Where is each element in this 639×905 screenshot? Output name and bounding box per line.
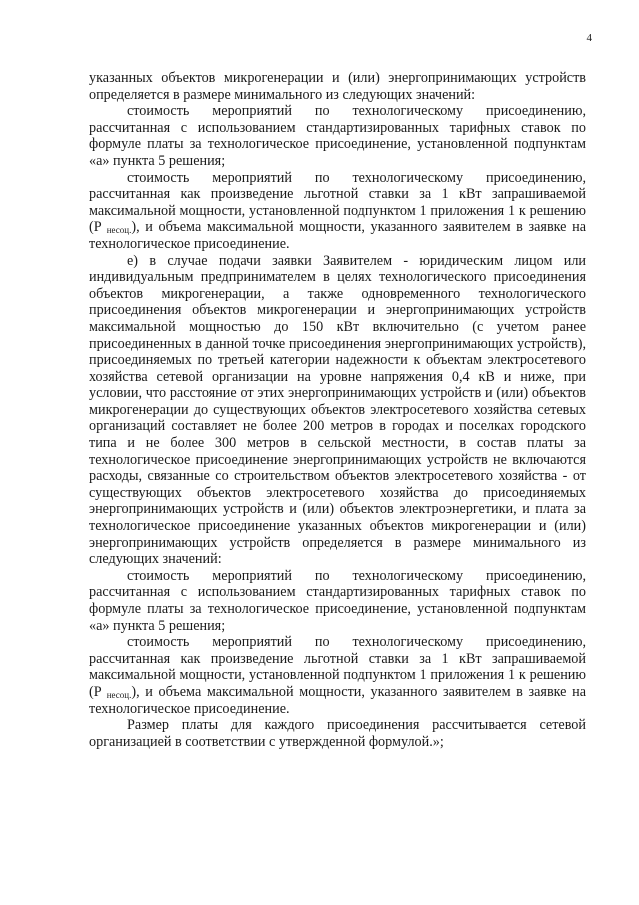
paragraph-text: стоимость мероприятий по технологическому присоединению, рассчитанная как произведение льготной ставки за 1 кВт запрашиваемой максимальной мощности, установленной подпунктом 1 приложения 1 к решению (P xyxy=(89,634,586,700)
document-body xyxy=(89,70,586,750)
paragraph-option-standard-rates-2: стоимость мероприятий по технологическому присоединению, рассчитанная с использованием стандартизированных тарифных ставок по формуле платы за технологическое присоединение, установленной подпунктам «а» пункта 5 решения; xyxy=(89,567,586,634)
paragraph-item-e: е) в случае подачи заявки Заявителем - юридическим лицом или индивидуальным предпринимателем в целях технологического присоединения объектов микрогенерации, а также одновременного технологического присоединения объектов микрогенерации и энергопринимающих устройств максимальной мощностью до 150 кВт включительно (с учетом ранее присоединенных в данной точке присоединения энергопринимающих устройств), присоединяемых по третьей категории надежности к объектам электросетевого хозяйства сетевой организации на уровне напряжения 0,4 кВ и ниже, при условии, что расстояние от этих энергопринимающих устройств и (или) объектов микрогенерации до существующих объектов электросетевого хозяйства сетевых организаций составляет не более 200 метров в городах и поселках городского типа и не более 300 метров в сельской местности, в состав платы за технологическое присоединение энергопринимающих устройств не включаются расходы, связанные со строительством объектов электросетевого хозяйства - от существующих объектов электросетевого хозяйства до присоединяемых энергопринимающих устройств и (или) объектов электроэнергетики, и плата за технологическое присоединение указанных объектов микрогенерации и (или) энергопринимающих устройств определяется в размере минимального из следующих значений: xyxy=(89,252,586,568)
paragraph-option-standard-rates: стоимость мероприятий по технологическому присоединению, рассчитанная с использованием стандартизированных тарифных ставок по формуле платы за технологическое присоединение, установленной подпунктам «а» пункта 5 решения; xyxy=(89,103,586,169)
paragraph-option-preferential-rate xyxy=(89,170,586,253)
paragraph-continuation: указанных объектов микрогенерации и (или) энергопринимающих устройств определяется в размере минимального из следующих значений: xyxy=(89,70,586,103)
paragraph-text: стоимость мероприятий по технологическому присоединению, рассчитанная как произведение льготной ставки за 1 кВт запрашиваемой максимальной мощности, установленной подпунктом 1 приложения 1 к решению (P xyxy=(89,169,586,236)
subscript-label: несоц. xyxy=(106,225,132,236)
paragraph-fee-calculation: Размер платы для каждого присоединения рассчитывается сетевой организацией в соответствии с утвержденной формулой.»; xyxy=(89,717,586,750)
paragraph-text: ), и объема максимальной мощности, указанного заявителем в заявке на технологическое присоединение. xyxy=(89,683,587,717)
paragraph-option-preferential-rate-2 xyxy=(89,634,586,717)
subscript-label: несоц. xyxy=(106,689,132,700)
page-number: 4 xyxy=(586,32,592,44)
paragraph-text: ), и объема максимальной мощности, указанного заявителем в заявке на технологическое присоединение. xyxy=(89,219,587,252)
